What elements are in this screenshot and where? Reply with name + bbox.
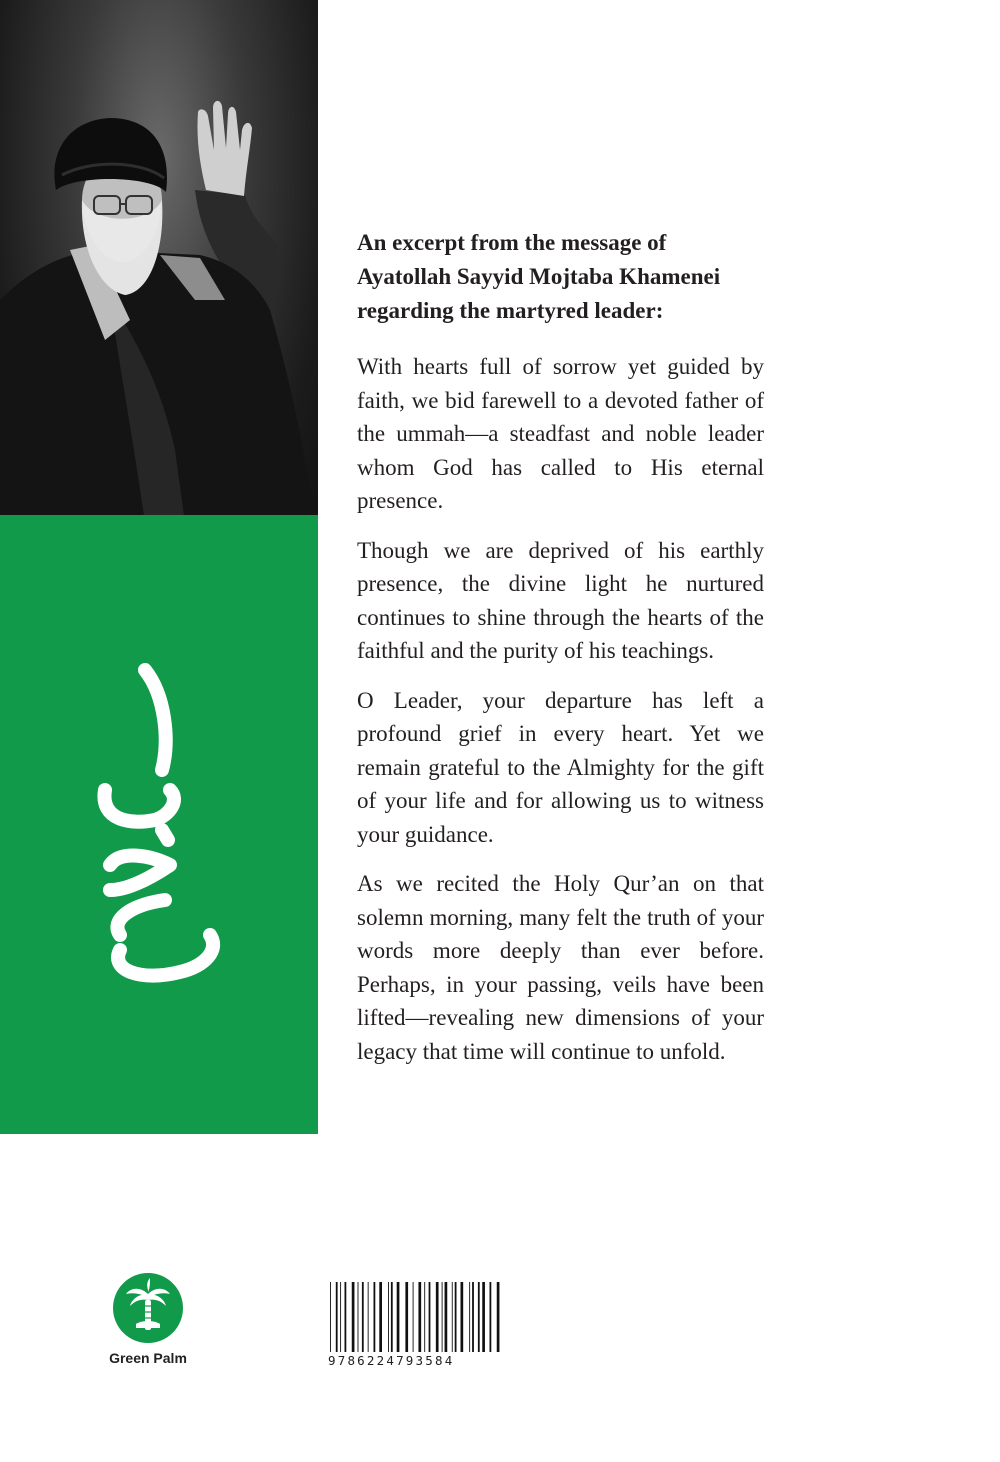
excerpt-heading-line: Ayatollah Sayyid Mojtaba Khamenei	[357, 264, 721, 289]
excerpt-heading-line: regarding the martyred leader:	[357, 298, 664, 323]
barcode-bar	[445, 1282, 448, 1352]
barcode-bar	[352, 1282, 355, 1352]
excerpt-paragraph: As we recited the Holy Qur’an on that solemn morning, many felt the truth of your words more deeply than ever before. Perhaps, in your passing, veils have been lifted—revealing new dimensions of your legacy that time will continue to unfold.	[357, 871, 764, 1064]
barcode-bar	[436, 1282, 439, 1352]
barcode-bar	[358, 1282, 359, 1352]
barcode-bar	[413, 1282, 414, 1352]
barcode-bar	[455, 1282, 457, 1352]
barcode-bar	[461, 1282, 464, 1352]
isbn-barcode	[328, 1282, 504, 1370]
excerpt-paragraph: With hearts full of sorrow yet guided by faith, we bid farewell to a devoted father of the ummah—a steadfast and noble leader whom God has called to His eternal presence.	[357, 354, 764, 513]
excerpt-heading-line: An excerpt from the message of	[357, 230, 667, 255]
barcode-bar	[472, 1282, 474, 1352]
barcode-bar	[374, 1282, 376, 1352]
barcode-bar	[336, 1282, 338, 1352]
brush-edge	[0, 500, 318, 580]
barcode-bar	[330, 1282, 331, 1352]
portrait-photo	[0, 0, 318, 560]
palm-tree-icon	[112, 1272, 184, 1344]
barcode-bar	[482, 1282, 485, 1352]
barcode-bar	[388, 1282, 389, 1352]
excerpt-column	[357, 226, 764, 1084]
barcode-bar	[469, 1282, 470, 1352]
barcode-bar	[442, 1282, 443, 1352]
barcode-bar	[490, 1282, 492, 1352]
barcode-bar	[418, 1282, 421, 1352]
barcode-bar	[405, 1282, 408, 1352]
barcode-bar	[452, 1282, 453, 1352]
barcode-bar	[340, 1282, 341, 1352]
barcode-bar	[397, 1282, 400, 1352]
publisher-name: Green Palm	[109, 1350, 187, 1366]
excerpt-paragraph: O Leader, your departure has left a profound grief in every heart. Yet we remain grateful to the Almighty for the gift of your life and for allowing us to witness your guidance.	[357, 687, 764, 847]
barcode-bar	[362, 1282, 364, 1352]
barcode-bar	[424, 1282, 425, 1352]
barcode-bar	[391, 1282, 393, 1352]
barcode-digits: 9786224793584	[328, 1353, 455, 1368]
barcode-bars	[328, 1282, 504, 1352]
barcode-bar	[345, 1282, 347, 1352]
barcode-bar	[429, 1282, 431, 1352]
cover-left-panel	[0, 0, 318, 1134]
barcode-bar	[497, 1282, 500, 1352]
excerpt-paragraph: Though we are deprived of his earthly presence, the divine light he nurtured continues to shine through the hearts of the faithful and the purity of his teachings.	[357, 537, 764, 663]
barcode-bar	[478, 1282, 480, 1352]
excerpt-heading	[357, 226, 764, 328]
calligraphy-signature	[70, 650, 250, 1000]
barcode-bar	[379, 1282, 382, 1352]
barcode-bar	[368, 1282, 369, 1352]
publisher-logo	[100, 1272, 196, 1366]
